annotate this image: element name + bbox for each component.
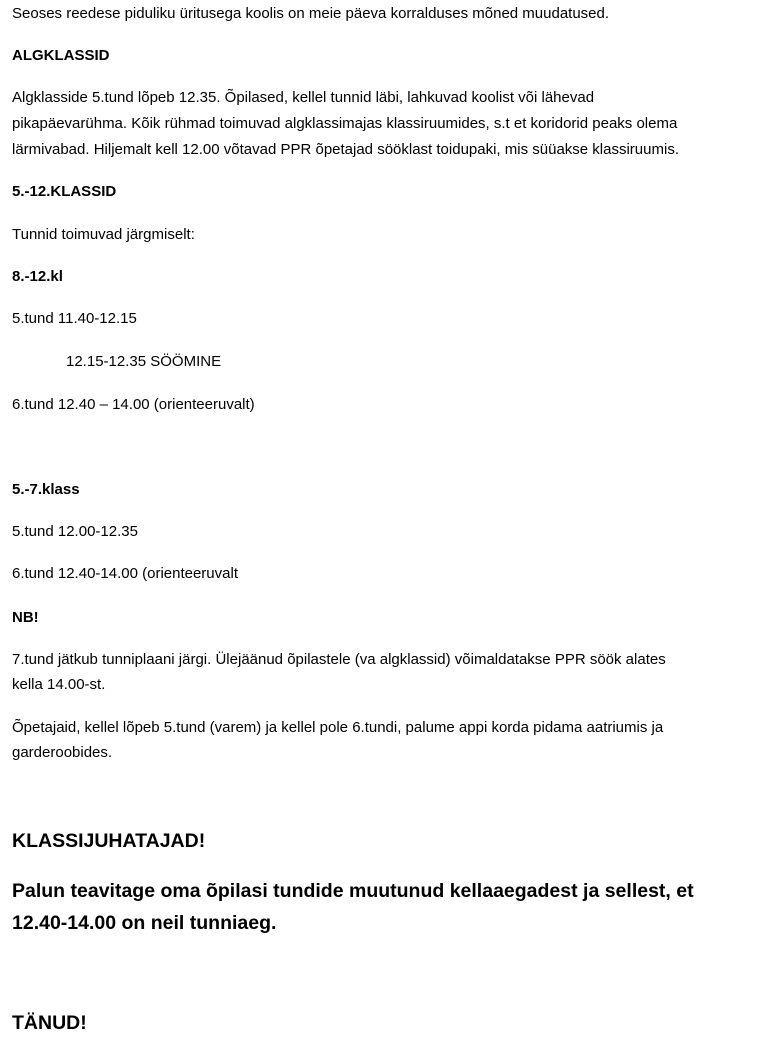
group-5-7-lesson-6: 6.tund 12.40-14.00 (orienteeruvalt [12,565,238,582]
algklassid-line-3: lärmivabad. Hiljemalt kell 12.00 võtavad PPR õpetajad sööklast toidupaki, mis süüakse klassiruumis. [12,141,679,158]
algklassid-heading: ALGKLASSID [12,47,110,64]
klassijuhatajad-message-line-2: 12.40-14.00 on neil tunniaeg. [12,912,277,934]
schedule-intro: Tunnid toimuvad järgmiselt: [12,226,195,243]
group-8-12-lesson-5: 5.tund 11.40-12.15 [12,310,137,327]
group-8-12-lunch: 12.15-12.35 SÖÖMINE [66,353,222,370]
nb-paragraph-2-line-2: garderoobides. [12,744,113,761]
group-5-7-heading: 5.-7.klass [12,481,80,498]
klassijuhatajad-message-line-1: Palun teavitage oma õpilasi tundide muutunud kellaaegadest ja sellest, et [12,880,694,902]
algklassid-line-1: Algklasside 5.tund lõpeb 12.35. Õpilased, kellel tunnid läbi, lahkuvad koolist või lähevad [12,89,595,106]
intro-text: Seoses reedese piduliku üritusega koolis on meie päeva korralduses mõned muudatused. [12,5,610,22]
nb-paragraph-1-line-1: 7.tund jätkub tunniplaani järgi. Ülejäänud õpilastele (va algklassid) võimaldatakse PPR söök alates [12,651,666,668]
group-8-12-heading: 8.-12.kl [12,268,63,285]
nb-paragraph-2-line-1: Õpetajaid, kellel lõpeb 5.tund (varem) ja kellel pole 6.tundi, palume appi korda pidama aatriumis ja [12,719,664,736]
algklassid-line-2: pikapäevarühma. Kõik rühmad toimuvad algklassimajas klassiruumides, s.t et koridorid peaks olema [12,115,678,132]
group-5-7-lesson-5: 5.tund 12.00-12.35 [12,523,138,540]
klassid-5-12-heading: 5.-12.KLASSID [12,183,117,200]
nb-heading: NB! [12,609,39,626]
thanks-text: TÄNUD! [12,1012,87,1034]
group-8-12-lesson-6: 6.tund 12.40 – 14.00 (orienteeruvalt) [12,396,255,413]
klassijuhatajad-heading: KLASSIJUHATAJAD! [12,830,206,852]
nb-paragraph-1-line-2: kella 14.00-st. [12,676,106,693]
